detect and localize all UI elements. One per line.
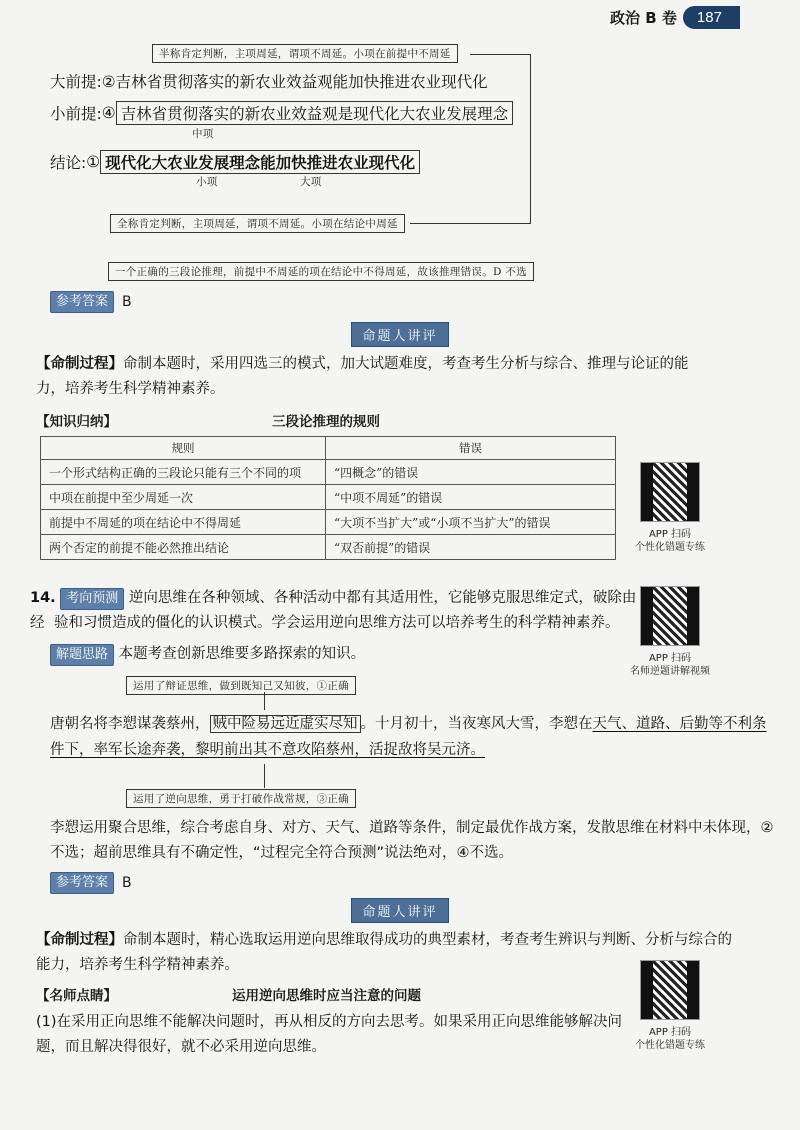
subject-label: 政治 B 卷 [610,9,677,27]
analysis [50,816,774,866]
qr-3-line2: 个性化错题专练 [635,1040,705,1051]
story-1b: 贼中险易远近虚实尽知 [210,715,361,733]
connector-bottom-up [264,764,265,788]
connector-bottom-horizontal [410,223,531,224]
minor-num: ④ [101,104,116,122]
connector-right-vertical [530,54,531,224]
qr-code-icon[interactable] [640,960,700,1020]
analysis-line-1: 李愬运用聚合思维，综合考虑自身、对方、天气、道路等条件，制定最优作战方案，发散思维在材料中未体现，② [50,820,774,836]
answer-1-tag: 参考答案 [50,291,114,313]
knowledge-label: 【知识归纳】 [36,414,117,430]
answer-1-value: B [122,294,132,310]
q14-line1: 逆向思维在各种领域、各种活动中都有其适用性，它能够克服思维定式，破除由经 [30,590,637,631]
qr-block-1[interactable] [622,462,718,554]
q14-tag: 考向预测 [60,588,124,610]
solution-text: 本题考查创新思维要多路探索的知识。 [118,646,366,662]
q14-number: 14. [30,590,56,606]
page-number: 187 [683,6,740,29]
rule-cell: 两个否定的前提不能必然推出结论 [41,535,326,560]
bottom-note-box [110,214,405,233]
conclusion [50,150,420,174]
answer-1 [50,291,132,313]
qr-1-line1: APP 扫码 [648,529,692,540]
major-premise [50,70,488,92]
header-rule: 规则 [41,437,326,460]
story-line-1 [50,712,767,737]
process-1-label: 【命制过程】 [36,356,123,372]
top-note: 半称肯定判断，主项周延，谓项不周延。小项在前提中不周延 [159,48,451,60]
qr-2-line2: 名师逆题讲解视频 [630,666,710,677]
knowledge-title: 三段论推理的规则 [272,414,380,430]
header-error: 错误 [326,437,616,460]
qr-1-line2: 个性化错题专练 [635,542,705,553]
final-note: 一个正确的三段论推理，前提中不周延的项在结论中不得周延，故该推理错误。D 不选 [115,266,527,278]
process-1 [36,352,696,402]
tips-body [36,1010,636,1060]
solution-note-bottom: 运用了逆向思维，勇于打破作战常规，③正确 [133,793,349,805]
top-note-box [152,44,458,63]
tips-label: 【名师点睛】 [36,988,117,1004]
analysis-line-2: 不选；超前思维具有不确定性，“过程完全符合预测”说法绝对，④不选。 [50,845,514,861]
banner-1: 命题人讲评 [351,322,448,347]
rule-cell: 前提中不周延的项在结论中不得周延 [41,510,326,535]
table-row [41,535,616,560]
qr-block-3[interactable] [622,960,718,1052]
rule-cell: 中项在前提中至少周延一次 [41,485,326,510]
solution-heading [50,642,365,667]
middle-term-label: 中项 [192,128,214,140]
qr-2-line1: APP 扫码 [648,653,692,664]
tips-heading [36,984,636,1004]
banner-1-wrap [0,322,800,347]
minor-term-label: 小项 [196,176,218,188]
banner-2: 命题人讲评 [351,898,448,923]
minor-premise [50,101,513,125]
solution-note-bottom-box [126,789,356,808]
table-row [41,460,616,485]
answer-2 [50,872,132,894]
story-2a: 件下，率军长途奔袭， [50,742,195,758]
process-1-text: 命制本题时，采用四选三的模式，加大试题难度，考查考生分析与综合、推理与论证的能力，培养考生科学精神素养。 [36,356,689,397]
q14-line2-wrap [54,611,620,636]
story-2b: 黎明前出其不意攻陷蔡州，活捉敌将吴元济。 [195,742,485,758]
table-row [41,485,616,510]
error-cell: “大项不当扩大”或“小项不当扩大”的错误 [326,510,616,535]
conclusion-label: 结论: [50,154,87,172]
minor-text: 吉林省贯彻落实的新农业效益观是现代化大农业发展理念 [120,105,509,123]
major-label: 大前提: [50,73,102,91]
table-row [41,510,616,535]
banner-2-wrap [0,898,800,923]
story-1c: 。十月初十，当夜寒风大雪，李愬在 [360,716,593,732]
process-2-label: 【命制过程】 [36,932,123,948]
bottom-note: 全称肯定判断，主项周延，谓项不周延。小项在结论中周延 [117,218,398,230]
tips-line-1: (1)在采用正向思维不能解决问题时，再从相反的方向去思考。如果采用正向思维能够解决问 [36,1014,623,1030]
minor-label: 小前提: [50,105,102,123]
process-2-row-1 [36,928,756,953]
major-term-label: 大项 [300,176,322,188]
connector-top-horizontal [470,54,531,55]
conclusion-num: ① [86,153,101,171]
qr-code-icon[interactable] [640,462,700,522]
story-1d: 天气、道路、后勤等不利条 [592,716,767,732]
rules-table-header [41,437,616,460]
major-text: ②吉林省贯彻落实的新农业效益观能加快推进农业现代化 [101,73,488,91]
story-1a: 唐朝名将李愬谋袭蔡州， [50,716,210,732]
final-note-box [108,262,534,281]
tips-line-2: 题，而且解决得很好，就不必采用逆向思维。 [36,1039,326,1055]
error-cell: “中项不周延”的错误 [326,485,616,510]
connector-top-down [264,692,265,710]
solution-tag: 解题思路 [50,644,114,666]
error-cell: “四概念”的错误 [326,460,616,485]
minor-text-box [116,101,514,125]
conclusion-text-box [100,150,420,174]
rule-cell: 一个形式结构正确的三段论只能有三个不同的项 [41,460,326,485]
conclusion-text: 现代化大农业发展理念能加快推进农业现代化 [105,154,416,172]
error-cell: “双否前提”的错误 [326,535,616,560]
process-2-line2: 能力，培养考生科学精神素养。 [36,957,239,973]
tips-title: 运用逆向思维时应当注意的问题 [232,988,421,1004]
rules-table [40,436,616,560]
solution-note-top: 运用了辩证思维，做到既知己又知彼，①正确 [133,680,349,692]
process-2-line1: 命制本题时，精心选取运用逆向思维取得成功的典型素材，考查考生辨识与判断、分析与综合的 [123,932,732,948]
qr-code-icon[interactable] [640,586,700,646]
story-line-2 [50,738,485,763]
answer-2-value: B [122,875,132,891]
qr-3-line1: APP 扫码 [648,1027,692,1038]
qr-block-2[interactable] [622,586,718,678]
answer-2-tag: 参考答案 [50,872,114,894]
solution-note-top-box [126,676,356,695]
page-header [610,6,740,29]
knowledge-heading [36,410,636,430]
q14-line2: 验和习惯造成的僵化的认识模式。学会运用逆向思维方法可以培养考生的科学精神素养。 [54,615,620,631]
